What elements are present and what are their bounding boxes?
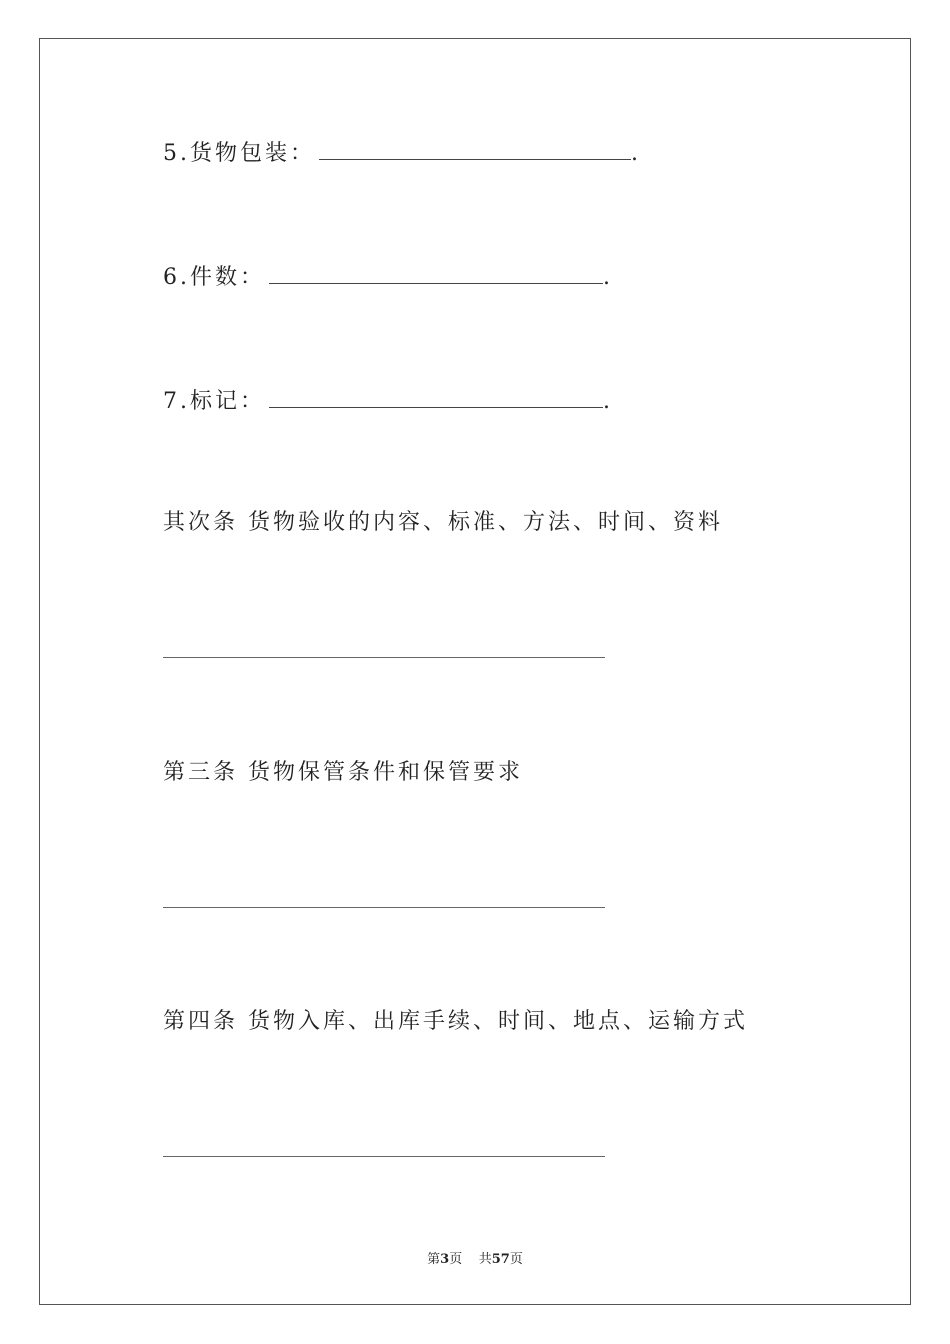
item-end: .	[631, 141, 638, 166]
section-heading: 第四条 货物入库、出库手续、时间、地点、运输方式	[163, 1009, 748, 1034]
total-pages: 57	[491, 1252, 510, 1267]
fill-in-blank[interactable]	[269, 261, 603, 284]
section-heading: 第三条 货物保管条件和保管要求	[163, 760, 523, 785]
item-end: .	[603, 265, 610, 290]
answer-rule[interactable]	[163, 907, 605, 908]
fill-in-blank[interactable]	[319, 137, 631, 160]
item-packaging	[163, 137, 638, 169]
page-border	[39, 38, 911, 1305]
answer-rule[interactable]	[163, 657, 605, 658]
footer-page-suffix: 页	[449, 1252, 463, 1267]
page-footer	[0, 1248, 950, 1267]
item-label: 5.货物包装：	[163, 141, 315, 166]
item-label: 7.标记：	[163, 389, 265, 414]
footer-total-suffix: 页	[509, 1252, 523, 1267]
section-heading: 其次条 货物验收的内容、标准、方法、时间、资料	[163, 510, 723, 535]
item-label: 6.件数：	[163, 265, 265, 290]
footer-total-prefix: 共	[478, 1252, 492, 1267]
item-end: .	[603, 389, 610, 414]
fill-in-blank[interactable]	[269, 385, 603, 408]
item-marks	[163, 385, 610, 417]
page-number: 3	[440, 1252, 450, 1267]
item-quantity	[163, 261, 610, 293]
answer-rule[interactable]	[163, 1156, 605, 1157]
footer-prefix: 第	[427, 1252, 441, 1267]
